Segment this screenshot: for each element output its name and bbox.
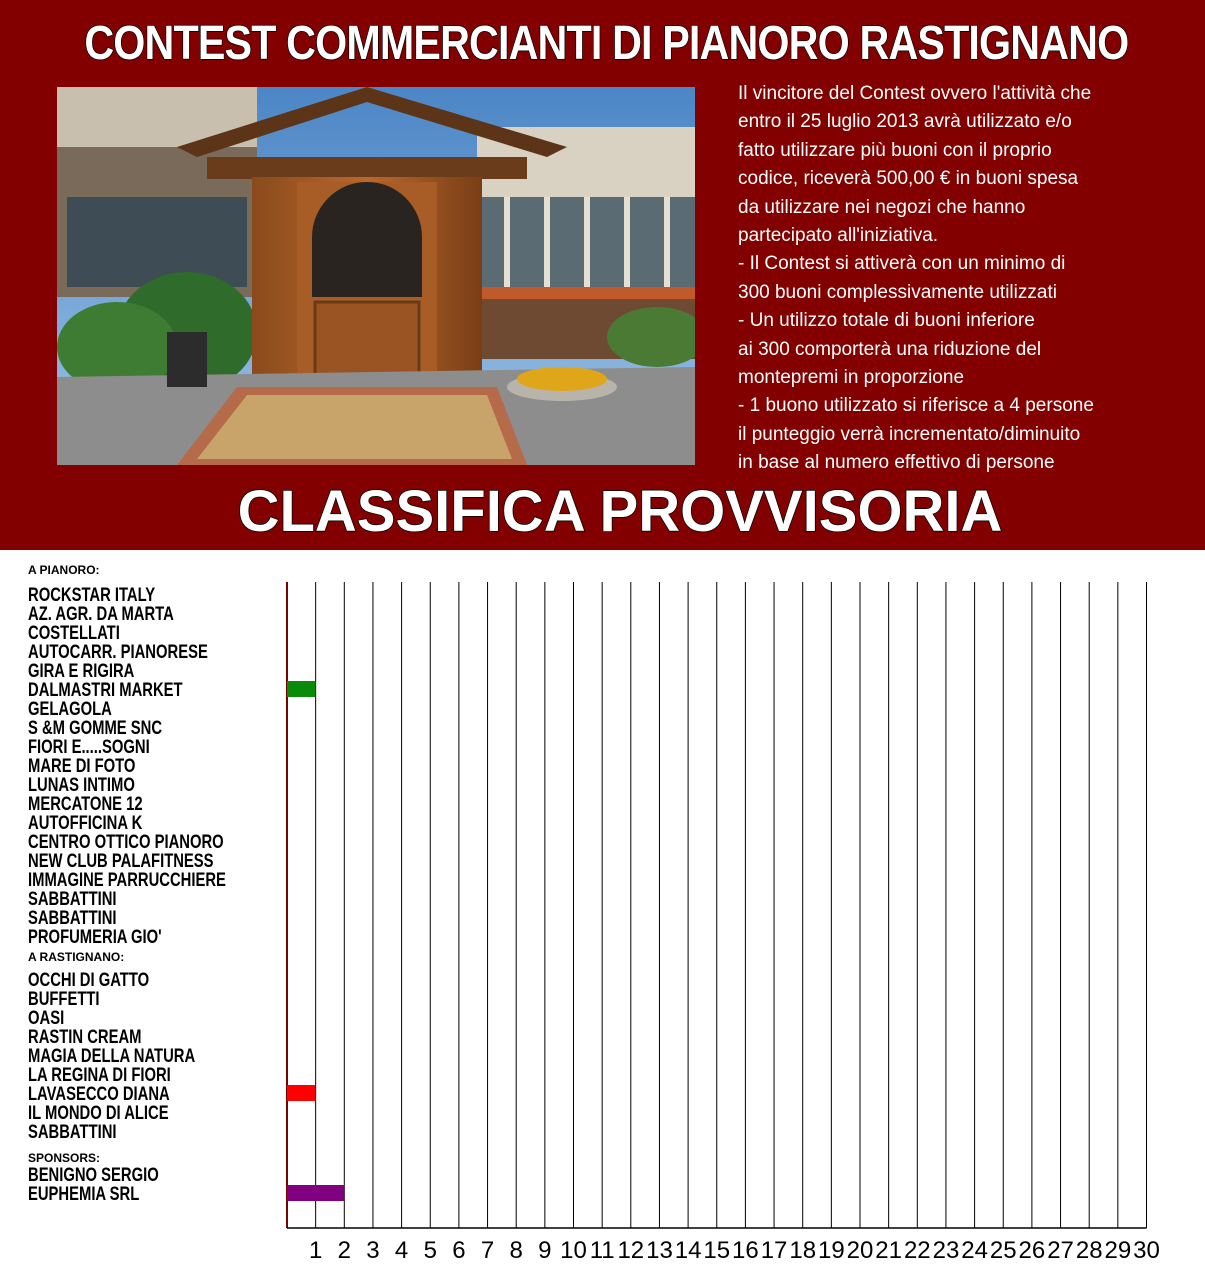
row-label: OCCHI DI GATTO (28, 969, 150, 991)
row-label: FIORI E.....SOGNI (28, 736, 150, 758)
row-label: PROFUMERIA GIO' (28, 926, 162, 948)
x-tick-label: 3 (366, 1237, 380, 1264)
row-label: IL MONDO DI ALICE (28, 1102, 169, 1124)
row-label: LAVASECCO DIANA (28, 1083, 170, 1105)
bar (287, 681, 316, 697)
x-tick-label: 14 (674, 1237, 702, 1264)
row-label: CENTRO OTTICO PIANORO (28, 831, 224, 853)
row-label: SABBATTINI (28, 1121, 117, 1143)
x-tick-label: 11 (589, 1237, 615, 1264)
x-tick-label: 17 (760, 1237, 788, 1264)
x-tick-label: 5 (423, 1237, 437, 1264)
x-tick-label: 1 (308, 1237, 323, 1264)
x-tick-label: 27 (1047, 1237, 1074, 1264)
row-label: GIRA E RIGIRA (28, 660, 135, 682)
rules-line: da utilizzare nei negozi che hanno (738, 196, 1026, 218)
row-label: LA REGINA DI FIORI (28, 1064, 171, 1086)
contest-rules (738, 80, 1198, 478)
x-tick-label: 16 (732, 1237, 759, 1264)
group-label: A RASTIGNANO: (28, 950, 125, 964)
x-tick-label: 9 (538, 1237, 552, 1264)
ranking-chart (0, 550, 1205, 1280)
x-tick-label: 24 (961, 1237, 988, 1264)
x-tick-label: 25 (989, 1237, 1017, 1264)
rules-line: - Un utilizzo totale di buoni inferiore (738, 310, 1035, 332)
row-label: AZ. AGR. DA MARTA (28, 603, 174, 625)
x-tick-label: 20 (846, 1237, 874, 1264)
x-tick-label: 28 (1075, 1237, 1103, 1264)
x-tick-label: 29 (1104, 1237, 1132, 1264)
restaurant-photo-drawing (57, 87, 695, 465)
row-label: BENIGNO SERGIO (28, 1164, 159, 1186)
row-label: IMMAGINE PARRUCCHIERE (28, 869, 226, 891)
x-tick-label: 26 (1018, 1237, 1046, 1264)
row-label: SABBATTINI (28, 888, 117, 910)
header-banner (0, 0, 1205, 550)
row-label: AUTOFFICINA K (28, 812, 143, 834)
rules-line: Il vincitore del Contest ovvero l'attività che (738, 83, 1092, 104)
ranking-chart-svg (0, 550, 1205, 1280)
x-tick-label: 30 (1133, 1237, 1160, 1264)
row-label: AUTOCARR. PIANORESE (28, 641, 208, 663)
restaurant-photo (57, 87, 695, 465)
row-label: GELAGOLA (28, 698, 112, 720)
x-tick-label: 15 (703, 1237, 731, 1264)
rules-line: - Il Contest si attiverà con un minimo di (738, 253, 1066, 275)
row-label: LUNAS INTIMO (28, 774, 135, 796)
x-tick-label: 18 (789, 1237, 817, 1264)
rules-line: in base al numero effettivo di persone (738, 452, 1055, 474)
x-tick-label: 10 (560, 1237, 587, 1264)
row-label: S &M GOMME SNC (28, 717, 163, 739)
row-label: OASI (28, 1007, 65, 1029)
page-title: CONTEST COMMERCIANTI DI PIANORO RASTIGNANO (84, 17, 1129, 70)
x-tick-label: 2 (337, 1237, 351, 1264)
group-label: A PIANORO: (28, 563, 100, 577)
rules-line: partecipato all'iniziativa. (738, 225, 939, 247)
x-tick-label: 22 (903, 1237, 931, 1264)
rules-line: - 1 buono utilizzato si riferisce a 4 persone (738, 395, 1094, 417)
row-label: DALMASTRI MARKET (28, 679, 183, 701)
x-tick-label: 4 (394, 1237, 409, 1264)
rules-line: entro il 25 luglio 2013 avrà utilizzato e/o (738, 111, 1072, 133)
row-label: ROCKSTAR ITALY (28, 584, 156, 606)
row-label: MAGIA DELLA NATURA (28, 1045, 196, 1067)
row-label: NEW CLUB PALAFITNESS (28, 850, 214, 872)
ranking-title: CLASSIFICA PROVVISORIA (237, 479, 1003, 544)
row-label: MERCATONE 12 (28, 793, 143, 815)
rules-line: montepremi in proporzione (738, 367, 965, 389)
row-label: COSTELLATI (28, 622, 120, 644)
row-label: EUPHEMIA SRL (28, 1183, 140, 1205)
rules-line: il punteggio verrà incrementato/diminuito (738, 423, 1081, 445)
x-tick-label: 6 (452, 1237, 466, 1264)
row-label: RASTIN CREAM (28, 1026, 142, 1048)
rules-line: ai 300 comporterà una riduzione del (738, 338, 1042, 360)
row-label: BUFFETTI (28, 988, 100, 1010)
rules-line: fatto utilizzare più buoni con il proprio (738, 139, 1052, 161)
x-tick-label: 19 (817, 1237, 845, 1264)
rules-line: codice, riceverà 500,00 € in buoni spesa (738, 168, 1079, 190)
row-label: MARE DI FOTO (28, 755, 136, 777)
x-tick-label: 21 (875, 1237, 903, 1264)
row-label: SABBATTINI (28, 907, 117, 929)
bar (287, 1085, 316, 1101)
rules-line: 300 buoni complessivamente utilizzati (738, 281, 1057, 303)
x-tick-label: 8 (509, 1237, 523, 1264)
x-tick-label: 13 (646, 1237, 673, 1264)
group-label: SPONSORS: (28, 1151, 101, 1165)
x-tick-label: 7 (480, 1237, 495, 1264)
bar (287, 1185, 344, 1201)
x-tick-label: 23 (932, 1237, 960, 1264)
x-tick-label: 12 (617, 1237, 645, 1264)
